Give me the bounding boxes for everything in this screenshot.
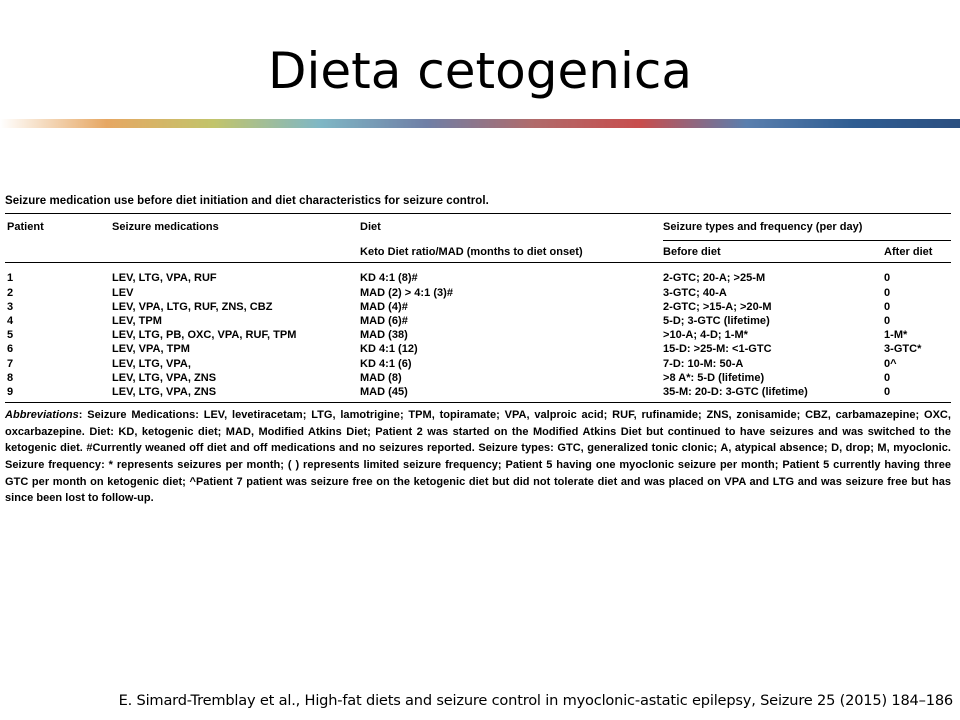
table-row xyxy=(5,357,951,371)
cell-medications: LEV, TPM xyxy=(112,315,162,328)
table-row xyxy=(5,342,951,356)
subheader-before-diet: Before diet xyxy=(663,246,721,259)
cell-after: 0 xyxy=(884,386,891,399)
table-figure xyxy=(5,195,951,507)
slide-title: Dieta cetogenica xyxy=(268,42,692,100)
cell-after: 0 xyxy=(884,371,891,384)
seizure-medication-table xyxy=(5,213,951,403)
subheader-blank-patient xyxy=(5,241,112,263)
table-body xyxy=(5,263,951,403)
subheader-blank-medications xyxy=(112,241,360,263)
table-row xyxy=(5,300,951,314)
cell-patient: 9 xyxy=(7,386,14,399)
cell-before: >10-A; 4-D; 1-M* xyxy=(663,329,748,342)
cell-medications: LEV, LTG, PB, OXC, VPA, RUF, TPM xyxy=(112,329,297,342)
cell-medications: LEV, LTG, VPA, ZNS xyxy=(112,371,217,384)
cell-diet: MAD (45) xyxy=(360,386,408,399)
cell-before: >8 A*: 5-D (lifetime) xyxy=(663,371,765,384)
cell-diet: KD 4:1 (6) xyxy=(360,357,412,370)
cell-before: 15-D: >25-M: <1-GTC xyxy=(663,343,772,356)
table-caption: Seizure medication use before diet initiation and diet characteristics for seizure control. xyxy=(5,195,489,207)
abbreviations-label: Abbreviations xyxy=(5,409,79,422)
cell-diet: MAD (6)# xyxy=(360,315,408,328)
cell-before: 3-GTC; 40-A xyxy=(663,286,727,299)
table-row xyxy=(5,263,951,286)
cell-patient: 8 xyxy=(7,371,14,384)
table-row xyxy=(5,328,951,342)
table-row xyxy=(5,385,951,403)
cell-patient: 6 xyxy=(7,343,14,356)
cell-medications: LEV, VPA, TPM xyxy=(112,343,190,356)
cell-medications: LEV, VPA, LTG, RUF, ZNS, CBZ xyxy=(112,300,273,313)
header-patient: Patient xyxy=(7,221,44,233)
cell-medications: LEV, LTG, VPA, RUF xyxy=(112,272,217,285)
cell-after: 3-GTC* xyxy=(884,343,922,356)
cell-before: 5-D; 3-GTC (lifetime) xyxy=(663,315,770,328)
cell-patient: 5 xyxy=(7,329,14,342)
cell-diet: KD 4:1 (8)# xyxy=(360,272,418,285)
cell-diet: MAD (2) > 4:1 (3)# xyxy=(360,286,453,299)
cell-patient: 2 xyxy=(7,286,14,299)
cell-medications: LEV, LTG, VPA, ZNS xyxy=(112,386,217,399)
cell-before: 2-GTC; >15-A; >20-M xyxy=(663,300,772,313)
cell-after: 0 xyxy=(884,315,891,328)
cell-before: 7-D: 10-M: 50-A xyxy=(663,357,744,370)
header-seizure-types: Seizure types and frequency (per day) xyxy=(663,214,951,241)
header-seizure-medications: Seizure medications xyxy=(112,221,219,233)
header-diet: Diet xyxy=(360,221,381,233)
table-row xyxy=(5,286,951,300)
cell-before: 2-GTC; 20-A; >25-M xyxy=(663,272,766,285)
cell-diet: KD 4:1 (12) xyxy=(360,343,418,356)
table-subheader-row xyxy=(5,241,951,263)
subheader-diet-ratio: Keto Diet ratio/MAD (months to diet onset) xyxy=(360,245,583,258)
cell-diet: MAD (4)# xyxy=(360,300,408,313)
cell-after: 0 xyxy=(884,300,891,313)
cell-medications: LEV xyxy=(112,286,134,299)
cell-patient: 7 xyxy=(7,357,14,370)
citation: E. Simard-Tremblay et al., High-fat diets and seizure control in myoclonic-astatic epilepsy, Seizure 25 (2015) 184–186 xyxy=(118,692,953,709)
abbreviations-text: : Seizure Medications: LEV, levetiracetam; LTG, lamotrigine; TPM, topiramate; VPA, valproic acid; RUF, rufinamide; ZNS, zonisamide; CBZ, carbamazepine; OXC, oxcarbazepine. Diet: KD, ketogenic diet; MAD, Modified Atkins Diet; Patient 2 was started on the Modified Atkins Diet but continued to have seizures and was switched to the ketogenic diet. #Currently weaned off diet and off medications and no seizures reported. Seizure types: GTC, generalized tonic clonic; A, atypical absence; D, drop; M, myoclonic. Seizure frequency: * represents seizures per month; ( ) represents limited seizure frequency; Patient 5 having one myoclonic seizure per month; Patient 5 currently having three GTC per month on ketogenic diet; ^Patient 7 patient was seizure free on the ketogenic diet but did not tolerate diet and was placed on VPA and LTG and was seizure free but has since been lost to follow-up. xyxy=(5,409,951,505)
cell-after: 0 xyxy=(884,272,891,285)
cell-patient: 3 xyxy=(7,300,14,313)
title-divider-bar xyxy=(0,119,960,128)
cell-diet: MAD (8) xyxy=(360,371,402,384)
cell-medications: LEV, LTG, VPA, xyxy=(112,357,191,370)
table-row xyxy=(5,314,951,328)
cell-patient: 4 xyxy=(7,315,14,328)
cell-diet: MAD (38) xyxy=(360,329,408,342)
table-row xyxy=(5,371,951,385)
abbreviations-footnote xyxy=(5,407,951,507)
cell-after: 0^ xyxy=(884,357,897,370)
table-header-row xyxy=(5,214,951,241)
cell-after: 1-M* xyxy=(884,329,908,342)
cell-after: 0 xyxy=(884,286,891,299)
subheader-after-diet: After diet xyxy=(884,246,933,259)
cell-patient: 1 xyxy=(7,272,14,285)
cell-before: 35-M: 20-D: 3-GTC (lifetime) xyxy=(663,386,808,399)
